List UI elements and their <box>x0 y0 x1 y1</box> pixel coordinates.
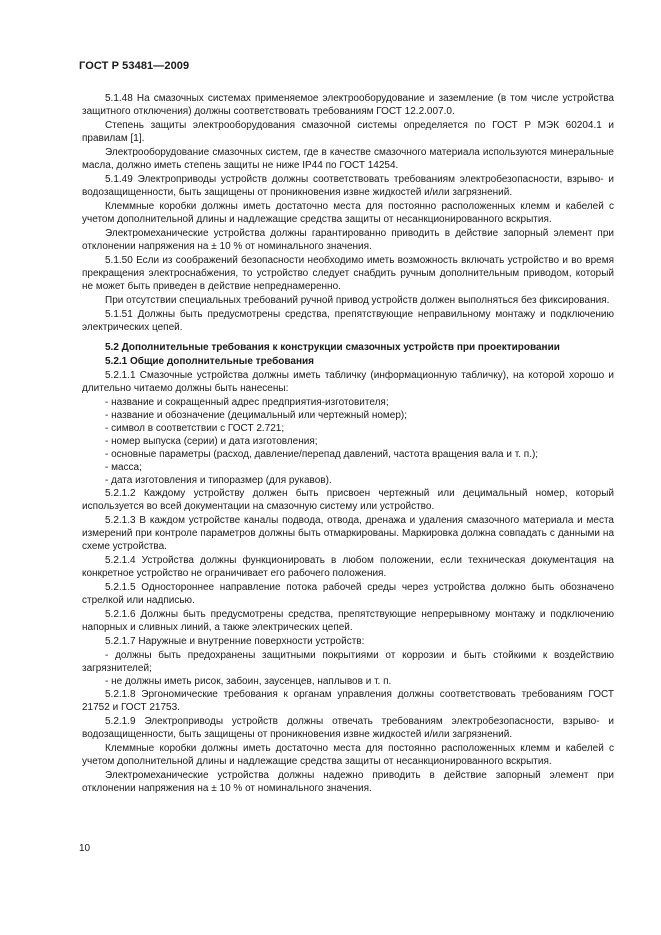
paragraph: Электромеханические устройства должны надежно приводить в действие запорный элемент при отклонении напряжения на ± 10 % от номинального значения. <box>82 770 614 794</box>
paragraph: Клеммные коробки должны иметь достаточно места для постоянно расположенных клемм и кабелей с учетом дополнительной длины и надлежащие средства защиты от несанкционированного вскрытия. <box>82 201 614 225</box>
paragraph: 5.2.1.4 Устройства должны функционировать в любом положении, если техническая документация на конкретное устройство не ограничивает его рабочего положения. <box>82 555 614 579</box>
list-item: - символ в соответствии с ГОСТ 2.721; <box>105 423 285 434</box>
paragraph: 5.2.1.2 Каждому устройству должен быть присвоен чертежный или децимальный номер, который используется во всей документации на смазочную систему или устройство. <box>82 488 614 512</box>
paragraph: При отсутствии специальных требований ручной привод устройств должен выполняться без фиксирования. <box>105 295 610 306</box>
list-item: - название и сокращенный адрес предприятия-изготовителя; <box>105 397 389 408</box>
paragraph: 5.2.1.1 Смазочные устройства должны иметь табличку (информационную табличку), на которой хорошо и длительно читаемо должны быть нанесены: <box>82 370 614 394</box>
paragraph: 5.1.50 Если из соображений безопасности необходимо иметь возможность включать устройство и во время прекращения электроснабжения, то устройство следует снабдить ручным дополнительным приводом, который не может быть приведен в действие непреднамеренно. <box>82 255 614 292</box>
page-number: 10 <box>79 843 91 854</box>
paragraph: 5.2.1.5 Одностороннее направление потока рабочей среды через устройства должно быть обозначено стрелкой или надписью. <box>82 582 614 606</box>
paragraph: 5.1.48 На смазочных системах применяемое электрооборудование и заземление (в том числе устройства защитного отключения) должны соответствовать требованиям ГОСТ 12.2.007.0. <box>82 93 614 117</box>
list-item: - номер выпуска (серии) и дата изготовления; <box>105 436 318 447</box>
paragraph: 5.1.49 Электроприводы устройств должны соответствовать требованиям электробезопасности, взрыво- и водозащищенности, быть защищены от проникновения извне жидкостей и/или загрязнений. <box>82 174 614 198</box>
paragraph: 5.2.1.9 Электроприводы устройств должны отвечать требованиям электробезопасности, взрыво- и водозащищенности, быть защищены от проникновения извне жидкостей и/или загрязнений. <box>82 716 614 740</box>
list-item: - не должны иметь рисок, забоин, заусенцев, наплывов и т. п. <box>105 676 392 687</box>
paragraph: 5.2.1.6 Должны быть предусмотрены средства, препятствующие непрерывному монтажу и подключению напорных и сливных линий, а также электрических цепей. <box>82 609 614 633</box>
paragraph: 5.2.1.3 В каждом устройстве каналы подвода, отвода, дренажа и удаления смазочного материала и места измерений при контроле параметров должны быть отмаркированы. Маркировка должна совпадать с данными на схеме устройства. <box>82 515 614 552</box>
paragraph: Степень защиты электрооборудования смазочной системы определяется по ГОСТ Р МЭК 60204.1 и правилам [1]. <box>82 120 614 144</box>
paragraph: Электромеханические устройства должны гарантированно приводить в действие запорный элемент при отклонении напряжения на ± 10 % от номинального значения. <box>82 228 614 252</box>
list-item: - должны быть предохранены защитными покрытиями от коррозии и быть стойкими к воздействию загрязнителей; <box>82 650 614 674</box>
list-item: - дата изготовления и типоразмер (для рукавов). <box>105 475 332 486</box>
paragraph: Клеммные коробки должны иметь достаточно места для постоянно расположенных клемм и кабелей с учетом дополнительной длины и надлежащие средства защиты от несанкционированного вскрытия. <box>82 743 614 767</box>
paragraph: Электрооборудование смазочных систем, где в качестве смазочного материала используются минеральные масла, должно иметь степень защиты не ниже IP44 по ГОСТ 14254. <box>82 147 614 171</box>
paragraph: 5.1.51 Должны быть предусмотрены средства, препятствующие неправильному монтажу и подключению электрических цепей. <box>82 309 614 333</box>
paragraph: 5.2.1.7 Наружные и внутренние поверхности устройств: <box>105 636 365 647</box>
subsection-heading: 5.2.1 Общие дополнительные требования <box>105 356 314 367</box>
list-item: - основные параметры (расход, давление/перепад давлений, частота вращения вала и т. п.); <box>105 449 539 460</box>
document-body <box>82 92 614 796</box>
section-heading: 5.2 Дополнительные требования к конструкции смазочных устройств при проектировании <box>105 342 560 353</box>
standard-header: ГОСТ Р 53481—2009 <box>79 60 190 72</box>
list-item: - название и обозначение (децимальный или чертежный номер); <box>105 410 408 421</box>
list-item: - масса; <box>105 462 142 473</box>
paragraph: 5.2.1.8 Эргономические требования к органам управления должны соответствовать требованиям ГОСТ 21752 и ГОСТ 21753. <box>82 689 614 713</box>
